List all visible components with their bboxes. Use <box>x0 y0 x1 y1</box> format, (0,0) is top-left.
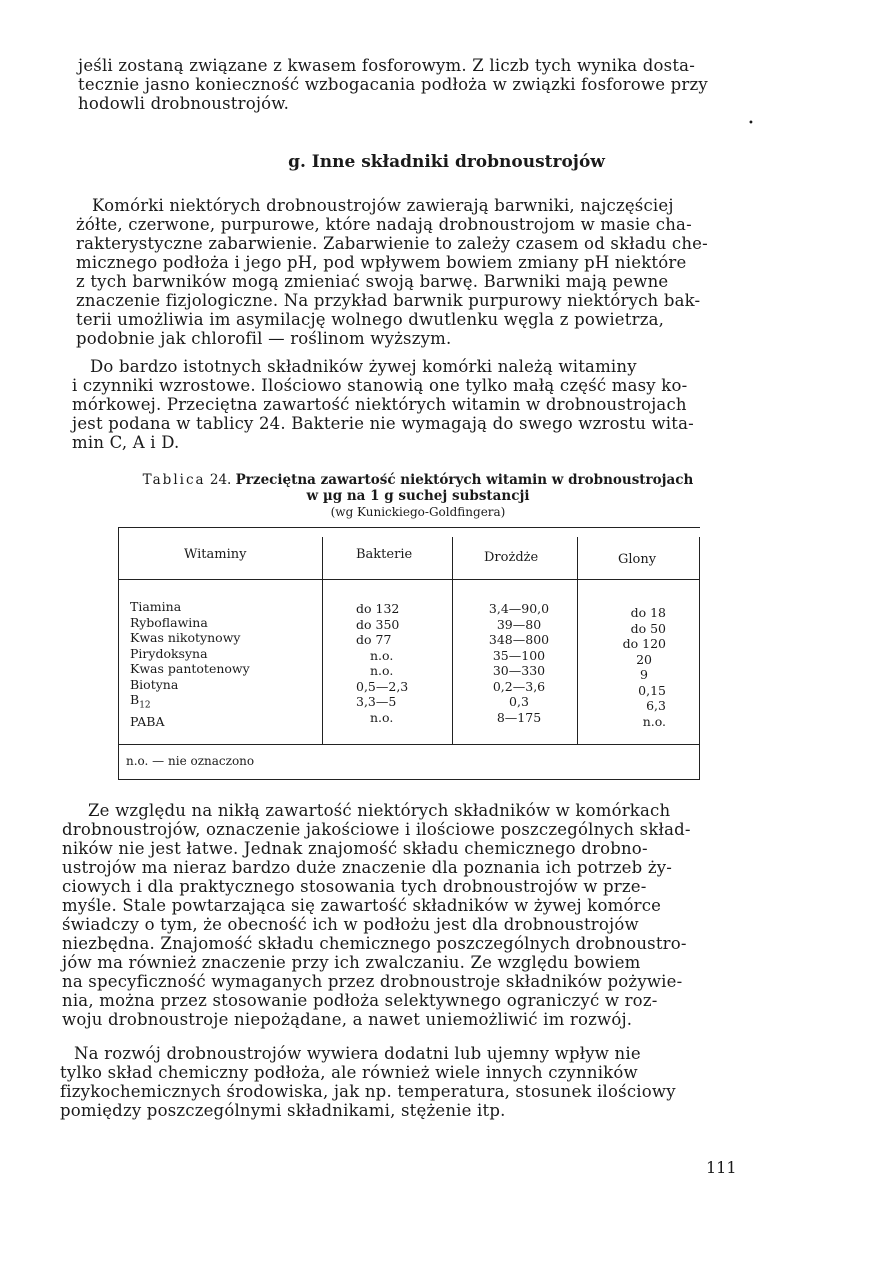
column-divider <box>322 537 323 744</box>
text-line: żółte, czerwone, purpurowe, które nadają drobnoustrojom w masie cha- <box>76 215 692 234</box>
table-cell: do 18 <box>630 605 666 620</box>
table-cell: do 350 <box>356 616 400 632</box>
table-cell: do 120 <box>622 636 666 651</box>
text-line: znaczenie fizjologiczne. Na przykład barwnik purpurowy niektórych bak- <box>76 291 701 310</box>
header-bacteria: Bakterie <box>356 547 413 562</box>
header-vitamins: Witaminy <box>184 547 247 562</box>
table-cell: do 132 <box>356 601 400 616</box>
column-bacteria <box>356 601 408 725</box>
table-cell: Pirydoksyna <box>130 645 208 661</box>
table-cell: 0,15 <box>638 682 666 698</box>
table-caption <box>118 472 718 520</box>
text-line: niezbędna. Znajomość składu chemicznego poszczególnych drobnoustro- <box>62 934 687 953</box>
table-cell: 8—175 <box>496 709 542 725</box>
table-right-rule <box>699 537 700 780</box>
table-cell: n.o. <box>370 663 394 678</box>
paragraph-environment <box>60 1044 750 1120</box>
table-header-rule <box>118 579 700 580</box>
page-number: 111 <box>706 1158 737 1177</box>
text-line: z tych barwników mogą zmieniać swoją barwę. Barwniki mają pewne <box>76 272 669 291</box>
table-cell: 30—330 <box>492 663 546 678</box>
header-algae: Glony <box>618 552 657 567</box>
table-left-rule <box>118 527 119 780</box>
text-line: min C, A i D. <box>72 433 180 452</box>
table-cell: Ryboflawina <box>130 614 208 630</box>
text-line: nia, można przez stosowanie podłoża selektywnego ograniczyć w roz- <box>62 991 658 1010</box>
table-cell: 3,4—90,0 <box>488 601 550 616</box>
table-cell: $B_{12}$ <box>130 692 151 711</box>
table-cell: Tiamina <box>130 599 182 614</box>
text-line: mórkowej. Przeciętna zawartość niektórych witamin w drobnoustrojach <box>72 395 687 414</box>
text-line: ustrojów ma nieraz bardzo duże znaczenie dla poznania ich potrzeb ży- <box>62 858 673 877</box>
table-cell: n.o. <box>370 647 394 663</box>
table-cell: Kwas nikotynowy <box>130 630 241 645</box>
text-line: jest podana w tablicy 24. Bakterie nie wymagają do swego wzrostu wita- <box>72 414 694 433</box>
text-line: woju drobnoustroje niepożądane, a nawet uniemożliwić im rozwój. <box>62 1010 633 1029</box>
paragraph-composition <box>62 801 752 1029</box>
text-line: hodowli drobnoustrojów. <box>78 94 290 113</box>
text-line: Na rozwój drobnoustrojów wywiera dodatni lub ujemny wpływ nie <box>74 1044 641 1063</box>
table-cell: 348—800 <box>488 632 550 647</box>
text-line: drobnoustrojów, oznaczenie jakościowe i ilościowe poszczególnych skład- <box>62 820 691 839</box>
table-cell: do 50 <box>630 620 666 636</box>
table-top-rule <box>118 527 700 528</box>
text-line: Do bardzo istotnych składników żywej komórki należą witaminy <box>90 357 637 376</box>
text-line: ników nie jest łatwe. Jednak znajomość składu chemicznego drobno- <box>62 839 648 858</box>
table-number: 24. <box>209 472 232 488</box>
table-title-line1: Przeciętna zawartość niektórych witamin w drobnoustrojach <box>235 472 694 488</box>
section-heading: g. Inne składniki drobnoustrojów <box>288 152 605 172</box>
table-cell: 0,2—3,6 <box>492 678 546 694</box>
text-line: micznego podłoża i jego pH, pod wpływem bowiem zmiany pH niektóre <box>76 253 687 272</box>
text-line: tecznie jasno konieczność wzbogacania podłoża w związki fosforowe przy <box>78 75 708 94</box>
text-line: jów ma również znaczenie przy ich zwalczaniu. Ze względu bowiem <box>62 953 641 972</box>
table-cell: Biotyna <box>130 676 179 692</box>
table-cell: n.o. <box>642 713 666 729</box>
table-cell: 39—80 <box>496 616 542 632</box>
text-line: świadczy o tym, że obecność ich w podłożu jest dla drobnoustrojów <box>62 915 639 934</box>
vitamin-table <box>118 527 700 782</box>
table-cell: PABA <box>130 714 165 729</box>
column-divider <box>452 537 453 744</box>
text-line: jeśli zostaną związane z kwasem fosforowym. Z liczb tych wynika dosta- <box>78 56 695 75</box>
table-label: Tablica <box>142 472 206 488</box>
table-footnote: n.o. — nie oznaczono <box>126 754 255 768</box>
table-cell: 9 <box>640 667 648 682</box>
column-yeast <box>480 601 558 725</box>
text-line: Ze względu na nikłą zawartość niektórych składników w komórkach <box>88 801 671 820</box>
text-line: fizykochemicznych środowiska, jak np. temperatura, stosunek ilościowy <box>60 1082 676 1101</box>
text-line: myśle. Stale powtarzająca się zawartość składników w żywej komórce <box>62 896 662 915</box>
text-line: i czynniki wzrostowe. Ilościowo stanowią one tylko małą część masy ko- <box>72 376 688 395</box>
paragraph-pigments <box>76 196 764 348</box>
print-speck: • <box>748 118 754 129</box>
table-cell: 0,3 <box>509 694 529 709</box>
table-cell: do 77 <box>356 632 392 647</box>
text-line: tylko skład chemiczny podłoża, ale również wiele innych czynników <box>60 1063 638 1082</box>
table-cell: 35—100 <box>492 647 546 663</box>
intro-paragraph <box>78 56 764 113</box>
table-cell: n.o. <box>370 709 394 725</box>
header-yeast: Drożdże <box>484 550 539 565</box>
table-source: (wg Kunickiego-Goldfingera) <box>330 505 506 519</box>
text-line: Komórki niektórych drobnoustrojów zawierają barwniki, najczęściej <box>92 196 674 215</box>
text-line: rakterystyczne zabarwienie. Zabarwienie to zależy czasem od składu che- <box>76 234 708 253</box>
paragraph-vitamins <box>72 357 762 452</box>
table-body-rule <box>118 744 700 745</box>
column-vitamins <box>130 599 250 730</box>
text-line: na specyficzność wymaganych przez drobnoustroje składników pożywie- <box>62 972 683 991</box>
column-divider <box>577 537 578 744</box>
table-cell: Kwas pantotenowy <box>130 661 250 676</box>
text-line: podobnie jak chlorofil — roślinom wyższym. <box>76 329 452 348</box>
table-cell: 0,5—2,3 <box>356 678 409 694</box>
table-cell: 3,3—5 <box>356 694 397 709</box>
table-title-line2: w µg na 1 g suchej substancji <box>306 488 530 504</box>
text-line: terii umożliwia im asymilację wolnego dwutlenku węgla z powietrza, <box>76 310 665 329</box>
text-line: pomiędzy poszczególnymi składnikami, stężenie itp. <box>60 1101 506 1120</box>
table-cell: 20 <box>636 651 652 667</box>
text-line: ciowych i dla praktycznego stosowania tych drobnoustrojów w prze- <box>62 877 647 896</box>
table-cell: 6,3 <box>646 698 666 713</box>
table-bottom-rule <box>118 779 700 780</box>
column-algae <box>592 605 666 729</box>
